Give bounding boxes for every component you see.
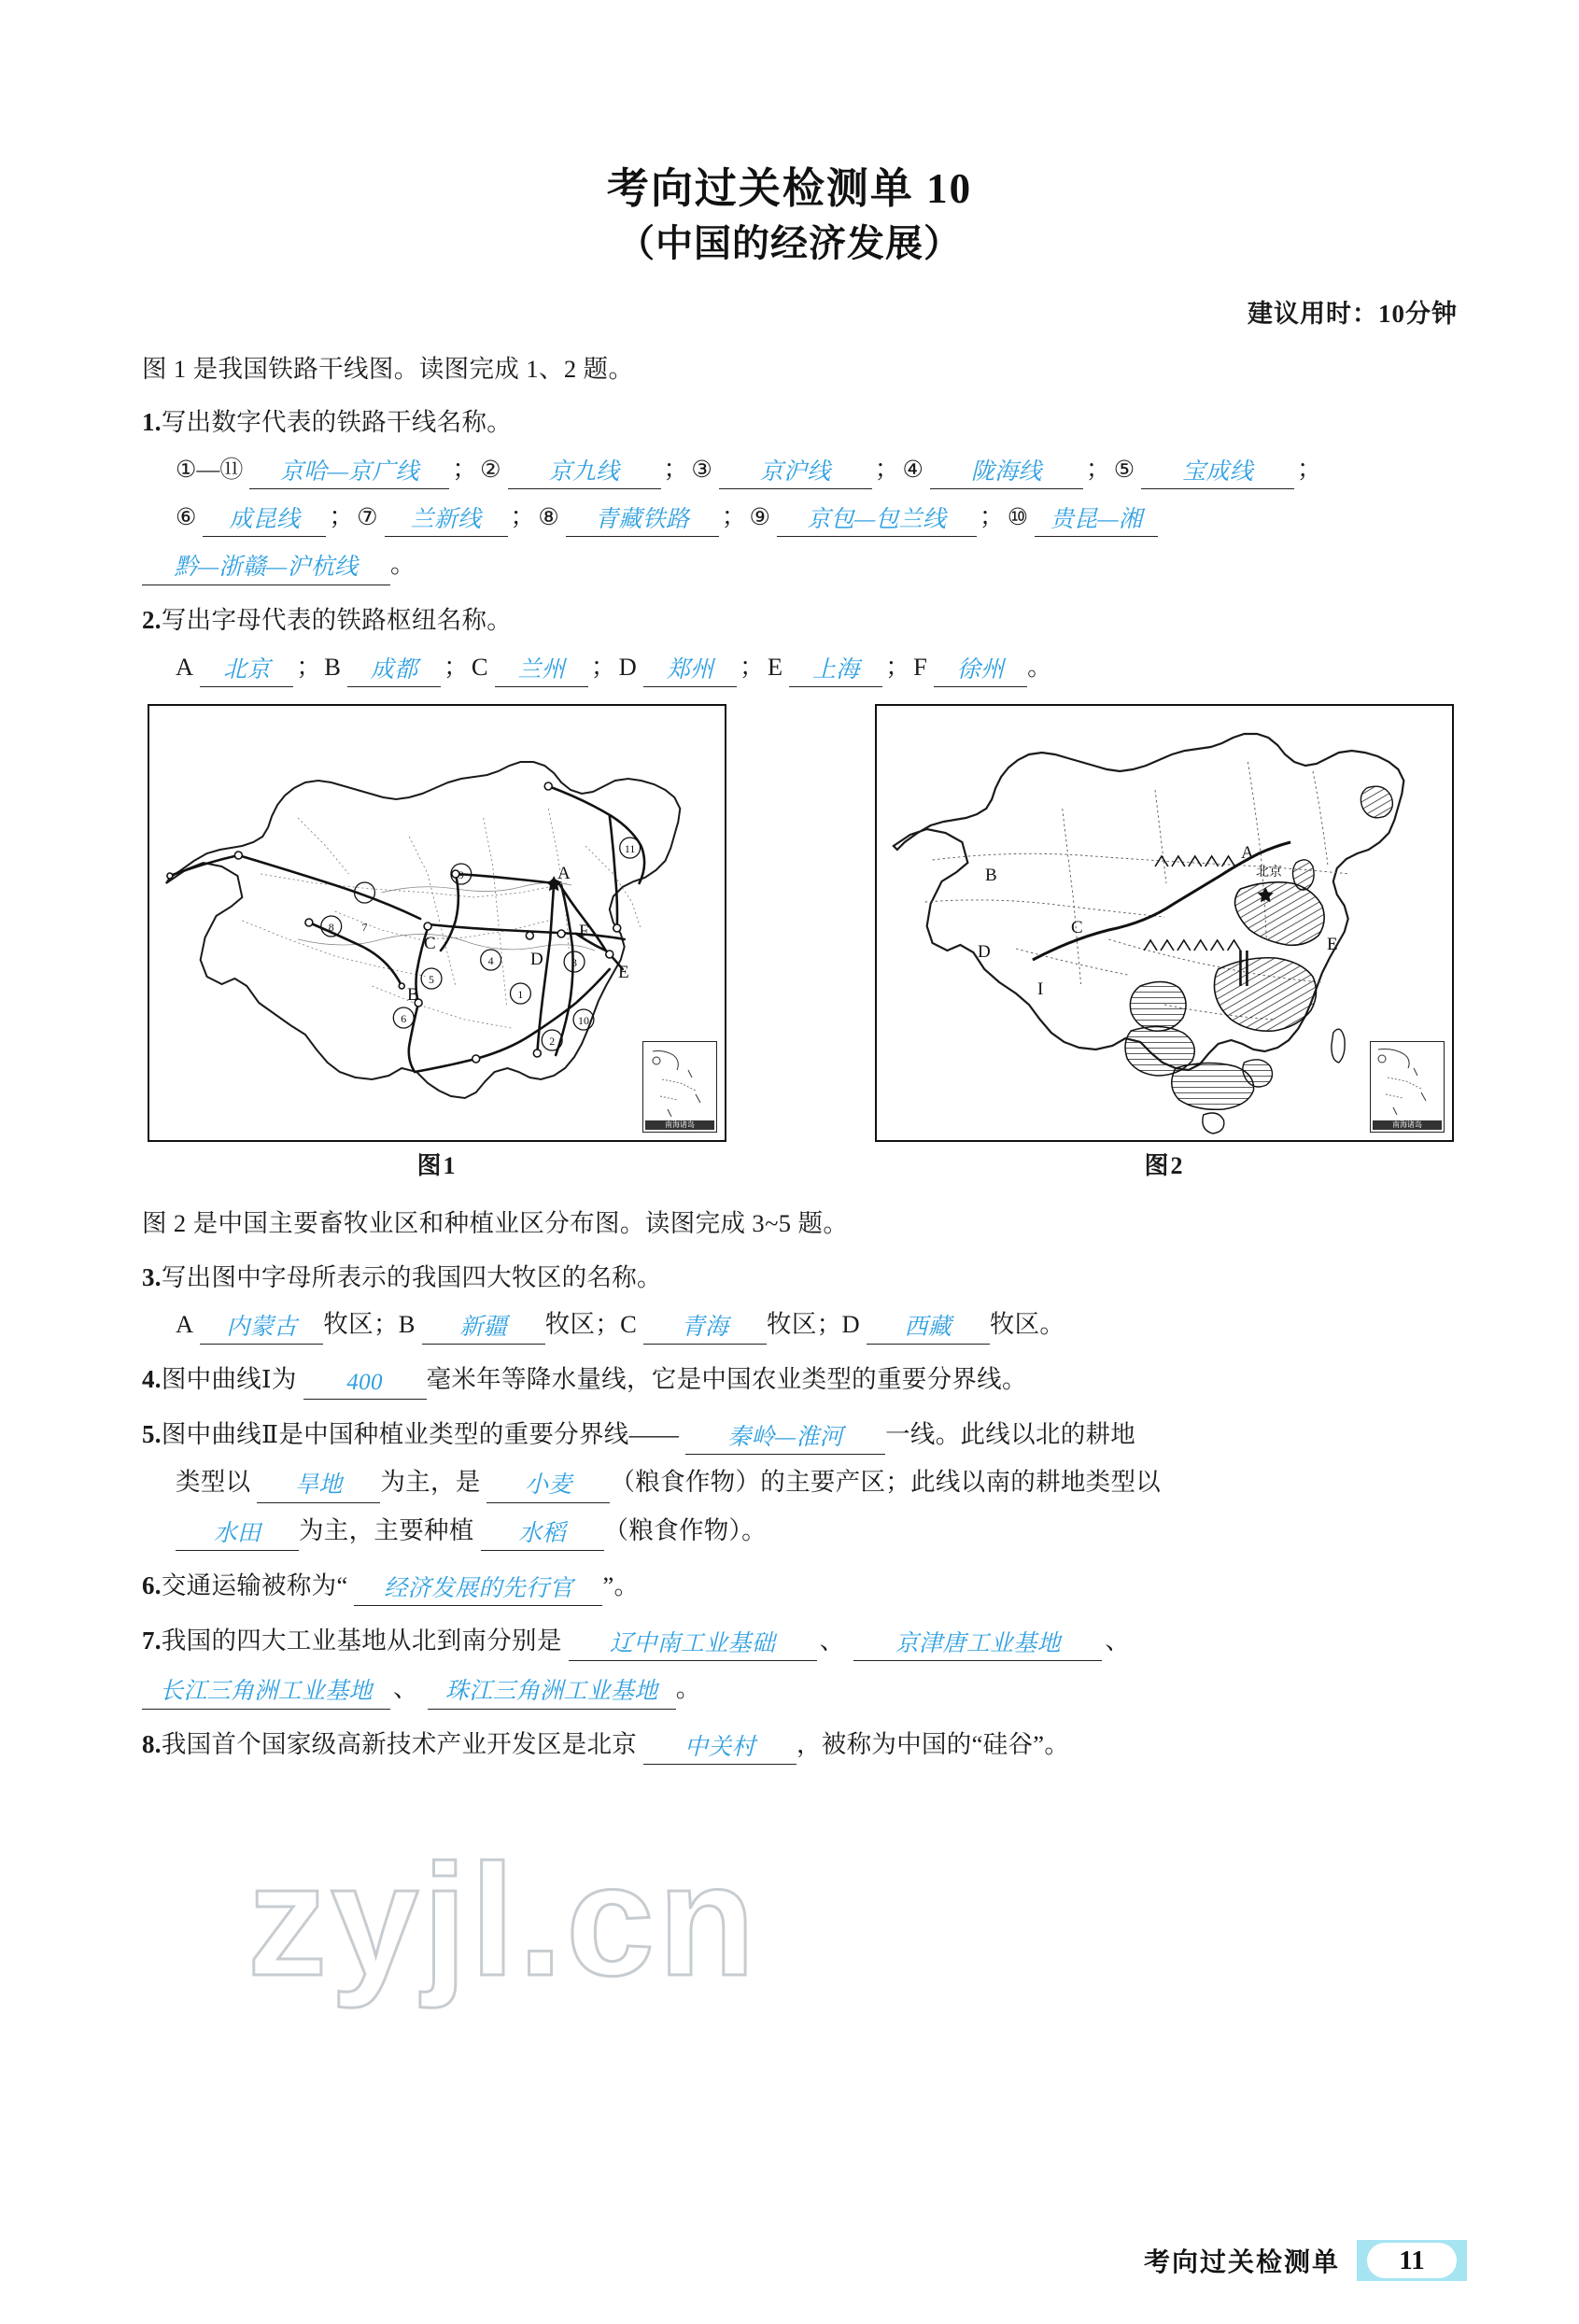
q2-answer-D[interactable]: 郑州: [643, 655, 737, 687]
figure-1-inset-map: [642, 1041, 717, 1133]
q3-label-D: D: [841, 1309, 860, 1338]
q7-end-mark: 。: [675, 1674, 701, 1703]
svg-text:5: 5: [429, 972, 435, 986]
q1-label-9: ⑨: [749, 505, 770, 531]
figure-1-inset-label: 南海诸岛: [645, 1120, 714, 1130]
figure-2-inset-svg: [1371, 1042, 1444, 1132]
q1-answer-3[interactable]: 京沪线: [719, 458, 872, 489]
question-8: [142, 1725, 1459, 1765]
figure-1-label-C: C: [424, 933, 436, 953]
question-3: [142, 1259, 1459, 1297]
question-3-number: 3.: [142, 1262, 162, 1291]
figure-2-svg: [877, 706, 1452, 1140]
q5-answer-south-crop[interactable]: 水稻: [481, 1519, 604, 1551]
svg-text:4: 4: [487, 953, 494, 967]
question-5-line-3: [142, 1512, 1459, 1551]
svg-text:1: 1: [517, 987, 524, 1001]
question-7-line-2: [142, 1669, 1459, 1709]
q1-label-10: ⑩: [1007, 505, 1029, 531]
figure-1-inset-svg: [643, 1042, 716, 1132]
lead-text-2: 图 2 是中国主要畜牧业区和种植业区分布图。读图完成 3~5 题。: [142, 1209, 849, 1238]
q1-answer-10-cont[interactable]: 黔—浙赣—沪杭线: [142, 553, 390, 585]
q1-answer-1[interactable]: 京哈—京广线: [249, 458, 449, 489]
q3-answer-C[interactable]: 青海: [643, 1313, 767, 1345]
svg-text:7: 7: [361, 920, 368, 934]
footer-page-badge: [1357, 2240, 1467, 2281]
question-1-answers-row-3: [142, 545, 1459, 585]
figure-1-label-F: F: [579, 921, 589, 941]
question-1-answers-row-1: ①—⑪ 京哈—京广线 ； ② 京九线 ； ③ 京沪线 ； ④ 陇海线 ； ⑤ 宝成线 ；: [142, 450, 1459, 489]
question-5-line-2: [142, 1463, 1459, 1502]
q1-answer-5[interactable]: 宝成线: [1141, 458, 1294, 489]
q7-answer-1[interactable]: 辽中南工业基础: [569, 1629, 817, 1661]
q3-suffix-C: 牧区；: [767, 1309, 842, 1338]
time-hint: 建议用时：10分钟: [1248, 299, 1458, 328]
question-6-text-after: ”。: [602, 1570, 640, 1599]
question-5-part1-after: 一线。此线以北的耕地: [885, 1420, 1136, 1449]
svg-text:3: 3: [571, 955, 578, 969]
page-title: 考向过关检测单 10: [606, 165, 973, 212]
q2-answer-C[interactable]: 兰州: [495, 655, 588, 687]
q7-answer-2[interactable]: 京津唐工业基地: [853, 1629, 1102, 1661]
q2-label-D: D: [618, 652, 638, 681]
q2-answer-B[interactable]: 成都: [347, 655, 441, 687]
figure-2-label-A: A: [1241, 842, 1254, 863]
q5-part3-after: （粮食作物）。: [603, 1515, 767, 1544]
q5-answer-north-crop[interactable]: 小麦: [486, 1471, 610, 1502]
q3-suffix-A: 牧区；: [323, 1309, 399, 1338]
question-4-number: 4.: [142, 1364, 162, 1393]
q7-sep-1: 、: [819, 1627, 845, 1655]
figure-1-label-A: A: [557, 863, 571, 883]
q2-end-mark: 。: [1027, 652, 1052, 681]
question-4: [142, 1360, 1459, 1400]
svg-text:11: 11: [624, 841, 636, 855]
question-3-stem: 写出图中字母所表示的我国四大牧区的名称。: [161, 1262, 662, 1291]
q7-answer-4[interactable]: 珠江三角洲工业基地: [428, 1677, 676, 1709]
q3-label-C: C: [620, 1309, 638, 1338]
q1-answer-2[interactable]: 京九线: [508, 458, 661, 489]
figure-2-caption: 图2: [1144, 1151, 1185, 1179]
q3-label-A: A: [176, 1309, 194, 1338]
q1-label-1: ①—⑪: [176, 457, 244, 483]
q3-answer-A[interactable]: 内蒙古: [200, 1313, 323, 1345]
question-8-text-after: ，被称为中国的“硅谷”。: [797, 1729, 1070, 1758]
q5-answer-south-land[interactable]: 水田: [176, 1519, 299, 1551]
figure-2-inset-label: 南海诸岛: [1373, 1120, 1442, 1130]
question-2: [142, 601, 1459, 640]
q2-label-B: B: [324, 652, 342, 681]
question-2-stem: 写出字母代表的铁路枢纽名称。: [161, 605, 513, 634]
q5-part3-mid: 为主，主要种植: [299, 1515, 474, 1544]
q3-suffix-D: 牧区。: [989, 1309, 1065, 1338]
q7-sep-3: 、: [393, 1674, 418, 1703]
figure-2-agriculture-map: [875, 704, 1454, 1142]
q2-label-F: F: [913, 652, 928, 681]
q1-label-6: ⑥: [176, 505, 197, 531]
figure-2-wrapper: [875, 704, 1454, 1185]
q5-answer-north-land[interactable]: 旱地: [257, 1471, 380, 1502]
question-7-text-before: 我国的四大工业基地从北到南分别是: [161, 1627, 562, 1655]
question-4-text-before: 图中曲线Ⅰ为: [161, 1364, 297, 1393]
q2-label-C: C: [471, 652, 488, 681]
page-subtitle: （中国的经济发展）: [617, 221, 962, 264]
q7-sep-2: 、: [1105, 1627, 1131, 1655]
figure-2-label-D: D: [978, 941, 991, 962]
lead-text-1: 图 1 是我国铁路干线图。读图完成 1、2 题。: [142, 354, 634, 383]
q1-label-2: ②: [480, 457, 501, 483]
watermark: [238, 1797, 817, 2059]
q2-label-E: E: [767, 652, 783, 681]
figure-2-label-beijing: 北京: [1256, 865, 1282, 880]
q5-answer-boundary[interactable]: 秦岭—淮河: [685, 1423, 885, 1455]
question-8-text-before: 我国首个国家级高新技术产业开发区是北京: [161, 1729, 638, 1758]
question-6: [142, 1567, 1459, 1606]
q1-end-mark: 。: [390, 550, 416, 579]
question-7: [142, 1622, 1459, 1661]
svg-text:8: 8: [328, 920, 334, 934]
figure-2-label-C: C: [1071, 917, 1083, 937]
question-3-answers-row: [142, 1305, 1459, 1345]
q3-answer-D[interactable]: 西藏: [867, 1313, 990, 1345]
page-footer: [0, 2240, 1579, 2281]
q1-answer-8[interactable]: 青藏铁路: [566, 505, 719, 537]
q1-label-5: ⑤: [1113, 457, 1135, 483]
figure-1-svg: [149, 706, 725, 1140]
q1-answer-4[interactable]: 陇海线: [930, 458, 1083, 489]
svg-text:9: 9: [458, 867, 464, 881]
question-2-answers-row: A 北京 ； B 成都 ； C 兰州 ； D 郑州 ； E 上海 ； F 徐州 。: [142, 648, 1459, 687]
question-5: [142, 1416, 1459, 1455]
q1-answer-6[interactable]: 成昆线: [203, 505, 326, 537]
q3-label-B: B: [398, 1309, 416, 1338]
q3-answer-B[interactable]: 新疆: [422, 1313, 545, 1345]
figure-2-label-I: I: [1037, 979, 1044, 999]
q7-answer-3[interactable]: 长江三角洲工业基地: [142, 1677, 390, 1709]
figures-row: [142, 704, 1459, 1185]
footer-page-number: 11: [1367, 2243, 1457, 2278]
svg-text:6: 6: [401, 1011, 407, 1025]
q2-label-A: A: [176, 652, 194, 681]
figure-1-label-D: D: [530, 949, 543, 969]
q1-label-3: ③: [691, 457, 712, 483]
footer-label: 考向过关检测单: [1143, 2247, 1340, 2276]
question-2-number: 2.: [142, 605, 162, 634]
content-body: [0, 350, 1579, 1765]
figure-1-wrapper: [148, 704, 726, 1185]
q2-answer-A[interactable]: 北京: [200, 655, 293, 687]
question-8-number: 8.: [142, 1729, 162, 1758]
q2-answer-E[interactable]: 上海: [789, 655, 882, 687]
figure-1-railway-map: [148, 704, 726, 1142]
question-6-number: 6.: [142, 1570, 162, 1599]
question-1-number: 1.: [142, 407, 162, 436]
question-7-number: 7.: [142, 1627, 162, 1655]
question-6-text-before: 交通运输被称为“: [161, 1570, 348, 1599]
question-4-text-after: 毫米年等降水量线，它是中国农业类型的重要分界线。: [426, 1364, 1027, 1393]
q5-part2-after: （粮食作物）的主要产区；此线以南的耕地类型以: [610, 1468, 1162, 1497]
q5-part2-before: 类型以: [176, 1468, 251, 1497]
q4-answer[interactable]: 400: [303, 1368, 427, 1400]
question-5-part1-before: 图中曲线Ⅱ是中国种植业类型的重要分界线——: [161, 1420, 680, 1449]
question-1-stem: 写出数字代表的铁路干线名称。: [161, 407, 513, 436]
question-1: [142, 403, 1459, 442]
q5-part2-mid: 为主，是: [380, 1468, 481, 1497]
figure-2-label-E: E: [1327, 934, 1338, 954]
q3-suffix-B: 牧区；: [544, 1309, 621, 1338]
q8-answer[interactable]: 中关村: [643, 1733, 797, 1765]
q6-answer[interactable]: 经济发展的先行官: [354, 1574, 602, 1606]
q1-answer-9[interactable]: 京包—包兰线: [777, 505, 977, 537]
figure-1-label-B: B: [407, 984, 419, 1005]
q1-label-7: ⑦: [357, 505, 378, 531]
q1-label-4: ④: [902, 457, 923, 483]
question-5-number: 5.: [142, 1420, 162, 1449]
svg-text:2: 2: [549, 1034, 556, 1048]
question-1-answers-row-2: ⑥ 成昆线 ； ⑦ 兰新线 ； ⑧ 青藏铁路 ； ⑨ 京包—包兰线 ； ⑩ 贵昆—湘: [142, 498, 1459, 537]
watermark-text: zyjl.cn: [247, 1832, 759, 2009]
figure-1-caption: 图1: [416, 1151, 458, 1179]
q1-label-8: ⑧: [538, 505, 559, 531]
figure-2-label-B: B: [985, 865, 997, 885]
q2-answer-F[interactable]: 徐州: [934, 655, 1027, 687]
figure-2-inset-map: [1370, 1041, 1445, 1133]
q1-answer-7[interactable]: 兰新线: [385, 505, 508, 537]
svg-text:10: 10: [578, 1013, 589, 1027]
figure-1-label-E: E: [618, 962, 629, 982]
q1-answer-10[interactable]: 贵昆—湘: [1035, 505, 1158, 537]
